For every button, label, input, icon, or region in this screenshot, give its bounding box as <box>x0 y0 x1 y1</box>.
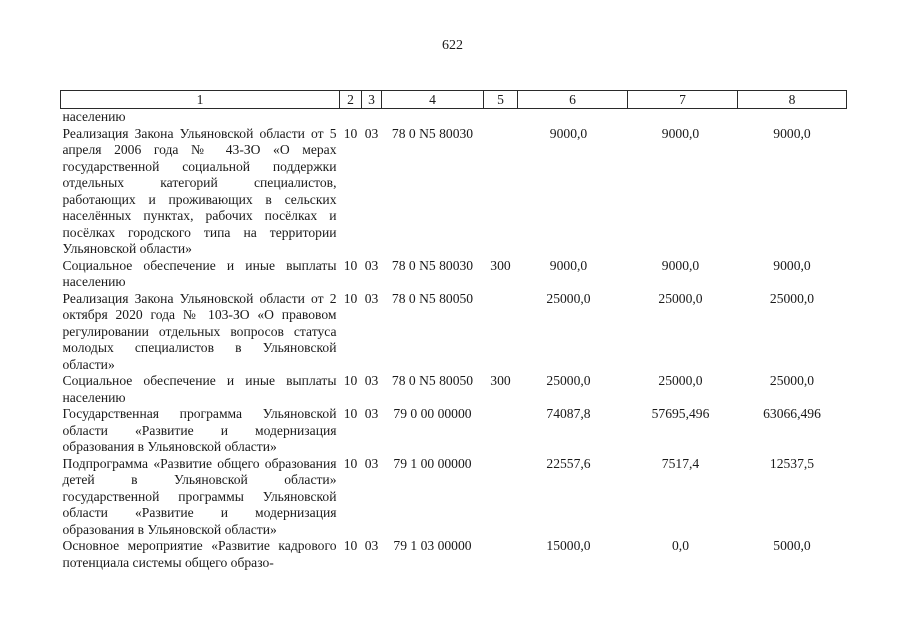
row-rz: 10 <box>343 290 358 306</box>
row-csr: 78 0 N5 80050 <box>391 373 474 388</box>
budget-table <box>60 90 847 571</box>
continuation-text: населению <box>62 109 126 124</box>
continuation-row <box>61 109 847 126</box>
page-number: 622 <box>442 38 463 53</box>
row-vr <box>484 456 518 539</box>
row-csr: 79 1 00 00000 <box>393 455 472 471</box>
table-row <box>61 406 847 456</box>
row-value-6: 9000,0 <box>549 257 588 273</box>
row-pr: 03 <box>364 257 379 273</box>
row-pr: 03 <box>364 455 379 471</box>
table-body <box>61 109 847 572</box>
row-value-6: 15000,0 <box>546 538 591 553</box>
header-col-5: 5 <box>484 91 518 109</box>
row-rz: 10 <box>343 406 358 421</box>
row-rz: 10 <box>343 257 358 273</box>
row-value-8: 9000,0 <box>773 125 811 141</box>
row-vr <box>484 406 518 456</box>
row-vr: 300 <box>490 257 511 273</box>
row-vr: 300 <box>490 373 511 388</box>
header-col-1: 1 <box>61 91 340 109</box>
row-pr: 03 <box>364 290 379 306</box>
row-vr <box>484 291 518 374</box>
row-csr: 79 0 00 00000 <box>393 406 472 421</box>
row-name: Социальное обеспечение и иные выплаты населению <box>62 373 337 405</box>
row-value-6: 25000,0 <box>546 290 591 306</box>
row-rz: 10 <box>343 373 358 388</box>
row-value-7: 25000,0 <box>658 290 703 306</box>
row-name: Основное мероприятие «Развитие кадрового потенциала системы общего образо- <box>62 538 337 570</box>
table-row <box>61 373 847 406</box>
header-col-3: 3 <box>362 91 382 109</box>
row-value-7: 9000,0 <box>661 257 700 273</box>
row-name: Реализация Закона Ульяновской области от 5 апреля 2006 года № 43-ЗО «О мерах государственной социальной поддержки отдельных категорий специалистов, работающих и проживающих в сельских населённых пунктах, рабочих посёлках и посёлках городского типа на территории Ульяновской области» <box>62 125 337 256</box>
row-value-7: 0,0 <box>672 538 689 553</box>
row-pr: 03 <box>364 125 379 141</box>
row-csr: 78 0 N5 80050 <box>391 290 474 306</box>
row-csr: 78 0 N5 80030 <box>391 257 474 273</box>
row-name: Социальное обеспечение и иные выплаты населению <box>62 257 337 289</box>
row-pr: 03 <box>364 538 379 553</box>
header-col-8: 8 <box>738 91 847 109</box>
table-row <box>61 538 847 571</box>
row-vr <box>484 126 518 258</box>
row-value-8: 25000,0 <box>769 290 815 306</box>
row-rz: 10 <box>343 125 358 141</box>
table-row <box>61 291 847 374</box>
row-value-6: 25000,0 <box>546 373 591 388</box>
row-rz: 10 <box>343 538 358 553</box>
row-name: Подпрограмма «Развитие общего образования детей в Ульяновской области» государственной программы Ульяновской области «Развитие и модернизация образования в Ульяновской области» <box>62 455 337 537</box>
table-row <box>61 126 847 258</box>
row-pr: 03 <box>364 406 379 421</box>
row-value-6: 74087,8 <box>546 406 591 421</box>
row-name: Государственная программа Ульяновской области «Развитие и модернизация образования в Ульяновской области» <box>62 406 337 454</box>
row-name: Реализация Закона Ульяновской области от 2 октября 2020 года № 103-ЗО «О правовом регулировании отдельных вопросов статуса молодых специалистов в Ульяновской области» <box>62 290 337 372</box>
header-col-4: 4 <box>382 91 484 109</box>
table-row <box>61 456 847 539</box>
row-value-6: 9000,0 <box>549 125 588 141</box>
header-row <box>61 91 847 109</box>
row-value-8: 5000,0 <box>773 538 811 553</box>
row-rz: 10 <box>343 455 358 471</box>
row-value-7: 25000,0 <box>658 373 703 388</box>
row-value-8: 63066,496 <box>763 406 821 421</box>
row-value-7: 9000,0 <box>661 125 700 141</box>
row-value-7: 57695,496 <box>651 406 710 421</box>
table-row <box>61 258 847 291</box>
row-value-8: 9000,0 <box>773 257 811 273</box>
header-col-6: 6 <box>518 91 628 109</box>
row-value-8: 12537,5 <box>769 455 815 471</box>
header-col-2: 2 <box>340 91 362 109</box>
row-value-7: 7517,4 <box>661 455 700 471</box>
row-vr <box>484 538 518 571</box>
header-col-7: 7 <box>628 91 738 109</box>
table-header <box>61 91 847 109</box>
row-value-6: 22557,6 <box>546 455 591 471</box>
row-csr: 78 0 N5 80030 <box>391 125 474 141</box>
row-pr: 03 <box>364 373 379 388</box>
row-value-8: 25000,0 <box>769 373 815 388</box>
row-csr: 79 1 03 00000 <box>393 538 472 553</box>
